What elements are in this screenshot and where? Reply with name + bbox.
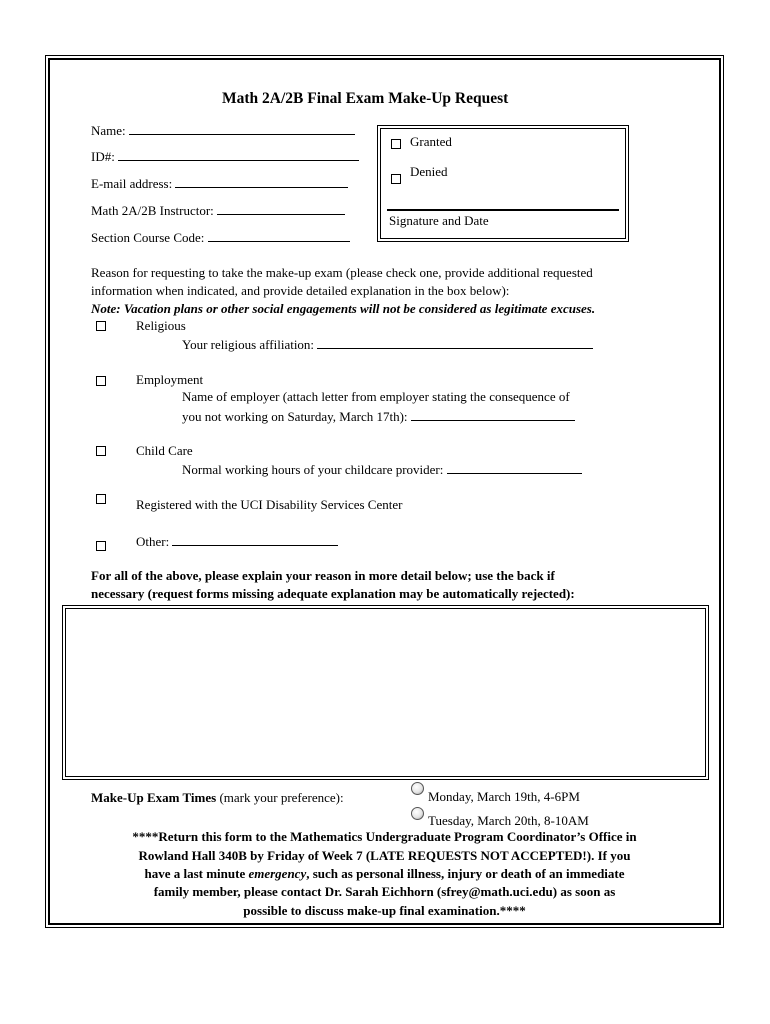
- explanation-textbox[interactable]: [65, 608, 706, 777]
- religious-affiliation-line[interactable]: [317, 337, 593, 349]
- name-input-line[interactable]: [129, 123, 355, 135]
- reason-intro-line-2: information when indicated, and provide detailed explanation in the box below):: [91, 283, 510, 298]
- id-input-line[interactable]: [118, 149, 359, 161]
- employment-label: Employment: [136, 372, 204, 387]
- tuesday-radio[interactable]: [411, 807, 424, 820]
- childcare-checkbox[interactable]: [96, 446, 106, 456]
- disability-label: Registered with the UCI Disability Services Center: [136, 497, 403, 512]
- footer-line-5: possible to discuss make-up final examination.****: [243, 903, 526, 918]
- denied-label: Denied: [410, 164, 448, 179]
- id-label: ID#:: [91, 149, 115, 164]
- footer-line-3-before: have a last minute: [144, 866, 246, 881]
- name-label: Name:: [91, 123, 126, 138]
- religious-affiliation-field[interactable]: [182, 337, 593, 351]
- monday-option-label: Monday, March 19th, 4-6PM: [428, 789, 580, 804]
- makeup-times-label: [91, 791, 344, 804]
- disability-checkbox[interactable]: [96, 494, 106, 504]
- email-label: E-mail address:: [91, 176, 173, 191]
- explain-prompt-line-1: For all of the above, please explain your reason in more detail below; use the back if: [91, 568, 555, 583]
- footer-line-3: [48, 867, 721, 880]
- childcare-hours-line[interactable]: [447, 462, 582, 474]
- makeup-times-title: Make-Up Exam Times: [91, 790, 217, 805]
- footer-line-3-after: , such as personal illness, injury or death of an immediate: [306, 866, 625, 881]
- religious-affiliation-label: Your religious affiliation:: [182, 337, 315, 352]
- religious-label: Religious: [136, 318, 186, 333]
- section-label: Section Course Code:: [91, 230, 205, 245]
- granted-label: Granted: [410, 134, 452, 149]
- vacation-note: Note: Vacation plans or other social engagements will not be considered as legitimate excuses.: [91, 301, 596, 316]
- email-field[interactable]: [91, 176, 348, 190]
- employer-instructions: Name of employer (attach letter from employer stating the consequence of: [182, 389, 570, 404]
- footer-emergency-word: emergency: [248, 866, 307, 881]
- other-checkbox[interactable]: [96, 541, 106, 551]
- religious-checkbox[interactable]: [96, 321, 106, 331]
- makeup-times-hint: (mark your preference):: [219, 790, 344, 805]
- explain-prompt-line-2: necessary (request forms missing adequate explanation may be automatically rejected):: [91, 586, 575, 601]
- email-input-line[interactable]: [175, 176, 348, 188]
- reason-intro-line-1: Reason for requesting to take the make-up exam (please check one, provide additional requested: [91, 265, 593, 280]
- signature-line: [387, 209, 619, 211]
- employer-field[interactable]: [182, 409, 575, 423]
- monday-radio[interactable]: [411, 782, 424, 795]
- childcare-label: Child Care: [136, 443, 193, 458]
- employer-input-line[interactable]: [411, 409, 575, 421]
- footer-line-2: Rowland Hall 340B by Friday of Week 7 (LATE REQUESTS NOT ACCEPTED!). If you: [138, 848, 631, 863]
- denied-checkbox[interactable]: [391, 174, 401, 184]
- footer-line-4: family member, please contact Dr. Sarah Eichhorn (sfrey@math.uci.edu) as soon as: [153, 884, 616, 899]
- section-input-line[interactable]: [208, 230, 350, 242]
- signature-label: Signature and Date: [389, 213, 489, 228]
- employment-checkbox[interactable]: [96, 376, 106, 386]
- granted-checkbox[interactable]: [391, 139, 401, 149]
- section-field[interactable]: [91, 230, 350, 244]
- childcare-hours-label: Normal working hours of your childcare provider:: [182, 462, 444, 477]
- childcare-hours-field[interactable]: [182, 462, 582, 476]
- id-field[interactable]: [91, 149, 359, 163]
- other-input-line[interactable]: [172, 534, 338, 546]
- employer-label: you not working on Saturday, March 17th):: [182, 409, 408, 424]
- instructor-label: Math 2A/2B Instructor:: [91, 203, 214, 218]
- form-title: Math 2A/2B Final Exam Make-Up Request: [222, 90, 509, 107]
- instructor-field[interactable]: [91, 203, 345, 217]
- footer-line-1: ****Return this form to the Mathematics Undergraduate Program Coordinator’s Office in: [132, 829, 637, 844]
- tuesday-option-label: Tuesday, March 20th, 8-10AM: [428, 813, 589, 828]
- name-field[interactable]: [91, 123, 355, 137]
- other-label: Other:: [136, 534, 170, 549]
- instructor-input-line[interactable]: [217, 203, 345, 215]
- other-field[interactable]: [136, 534, 338, 548]
